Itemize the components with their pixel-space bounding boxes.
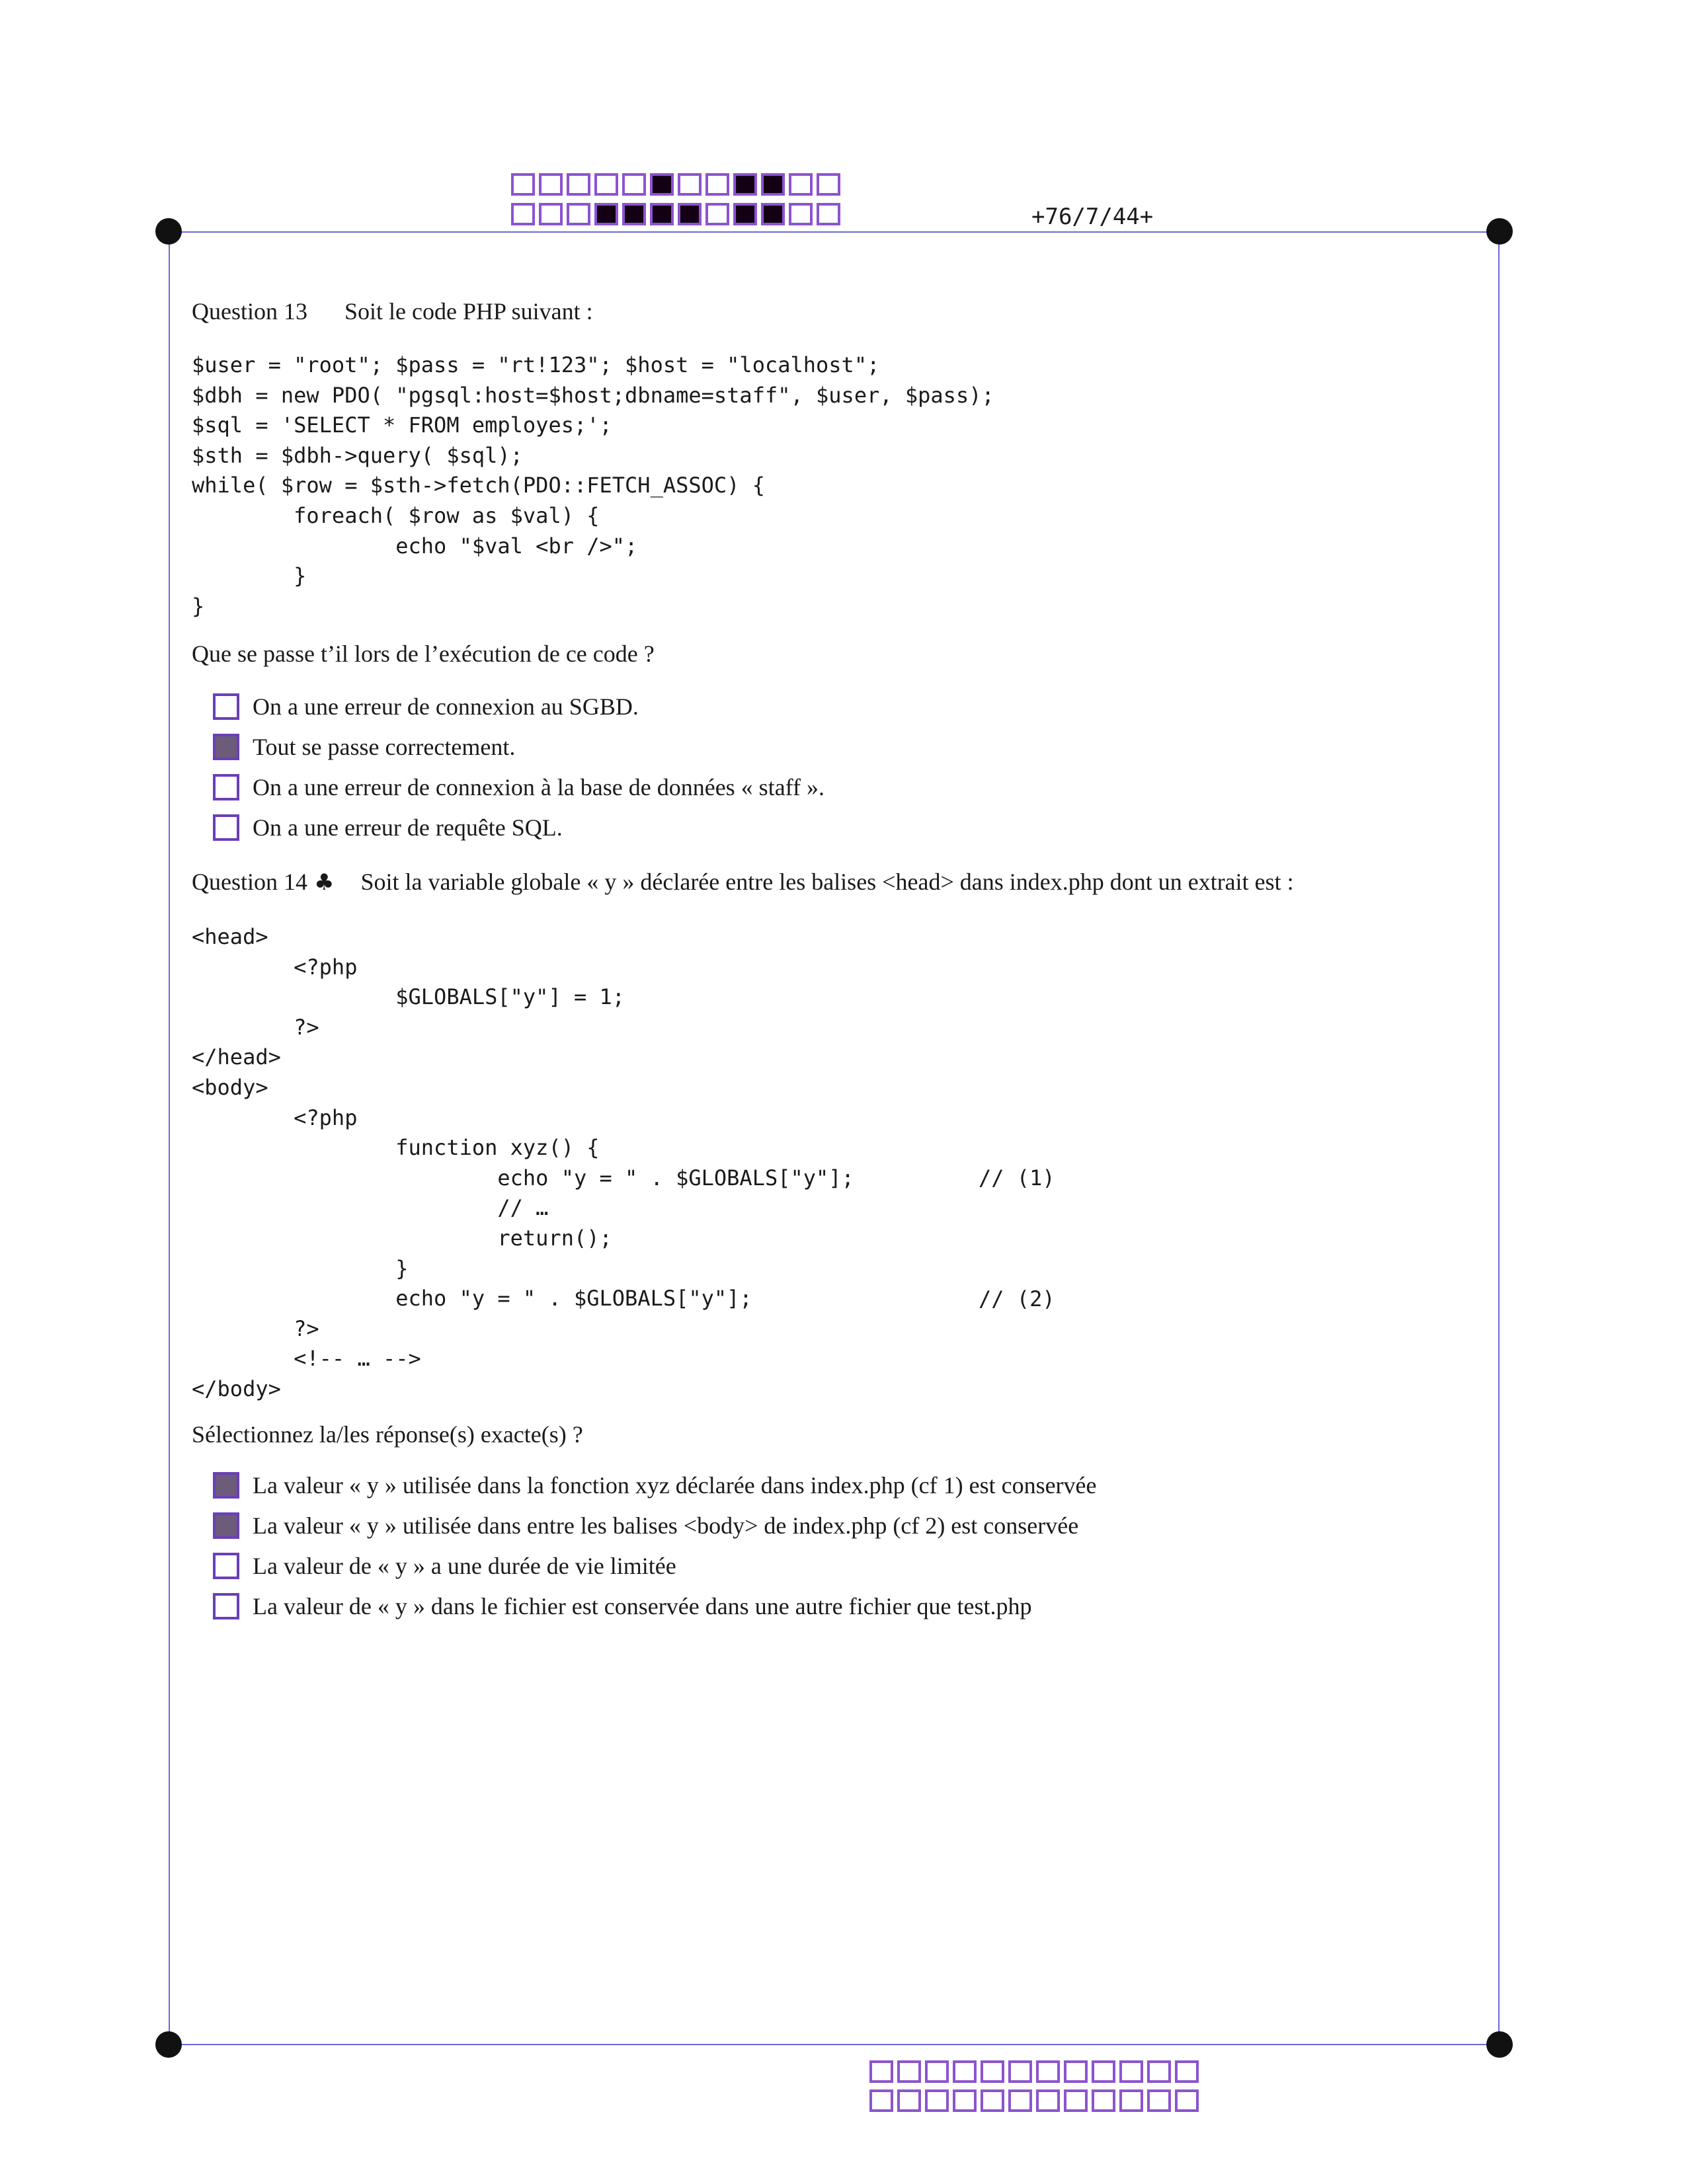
question-14-answers	[213, 1465, 1097, 1626]
top-code-strip-2	[511, 203, 844, 225]
code-line: echo "y = " . $GLOBALS["y"];	[192, 1165, 854, 1190]
top-code-strip-1	[511, 173, 844, 196]
question-13-label: Question 13	[192, 298, 307, 325]
code-line: <body>	[192, 1074, 268, 1100]
code-cell	[1064, 2089, 1088, 2112]
code-line: </body>	[192, 1376, 281, 1401]
code-comment-2: // (2)	[979, 1286, 1055, 1311]
code-cell	[622, 173, 646, 196]
answer-option[interactable]	[213, 686, 824, 726]
code-cell	[705, 173, 729, 196]
code-cell	[897, 2060, 921, 2083]
code-cell	[1036, 2060, 1060, 2083]
code-line: $sth = $dbh->query( $sql);	[192, 442, 523, 468]
page-number: +76/7/44+	[1031, 204, 1154, 230]
question-13-header	[192, 297, 593, 325]
answer-option[interactable]	[213, 726, 824, 767]
code-cell	[1175, 2089, 1199, 2112]
code-line: <head>	[192, 924, 268, 949]
bottom-code-strip-1	[869, 2060, 1203, 2083]
code-cell	[705, 203, 729, 225]
code-line: $user = "root"; $pass = "rt!123"; $host = "localhost";	[192, 352, 880, 377]
code-cell	[733, 173, 757, 196]
answer-checkbox[interactable]	[213, 814, 239, 841]
code-cell	[953, 2089, 977, 2112]
answer-text: On a une erreur de requête SQL.	[253, 814, 563, 841]
answer-checkbox[interactable]	[213, 1593, 239, 1619]
code-cell	[1147, 2060, 1171, 2083]
code-cell	[761, 173, 785, 196]
code-cell	[817, 203, 840, 225]
code-cell	[925, 2089, 949, 2112]
code-line: </head>	[192, 1044, 281, 1070]
answer-option[interactable]	[213, 1465, 1097, 1505]
answer-option[interactable]	[213, 1505, 1097, 1545]
code-line: function xyz() {	[192, 1135, 600, 1161]
code-cell	[622, 203, 646, 225]
question-14-intro: Soit la variable globale « y » déclarée entre les balises <head> dans index.php dont un extrait est :	[360, 869, 1294, 895]
code-cell	[511, 203, 535, 225]
answer-option[interactable]	[213, 1545, 1097, 1586]
answer-text: On a une erreur de connexion au SGBD.	[253, 693, 639, 720]
code-cell	[511, 173, 535, 196]
answer-text: On a une erreur de connexion à la base de données « staff ».	[253, 773, 825, 800]
code-line: // …	[192, 1195, 549, 1221]
code-line: ?>	[192, 1014, 319, 1040]
code-cell	[761, 203, 785, 225]
code-line: }	[192, 1255, 409, 1281]
code-line: }	[192, 593, 205, 619]
code-cell	[594, 203, 618, 225]
corner-mark-bottom-right	[1486, 2031, 1513, 2058]
code-cell	[789, 173, 813, 196]
answer-text: La valeur « y » utilisée dans la fonction xyz déclarée dans index.php (cf 1) est conservée	[253, 1471, 1097, 1499]
code-cell	[869, 2060, 893, 2083]
answer-checkbox[interactable]	[213, 1512, 239, 1539]
code-cell	[1175, 2060, 1199, 2083]
code-comment-1: // (1)	[979, 1165, 1055, 1190]
question-14-label: Question 14	[192, 869, 307, 895]
code-cell	[539, 203, 563, 225]
code-cell	[789, 203, 813, 225]
question-14-prompt: Sélectionnez la/les réponse(s) exacte(s) ?	[192, 1421, 583, 1448]
code-line: foreach( $row as $val) {	[192, 502, 600, 528]
code-cell	[567, 173, 590, 196]
code-cell	[869, 2089, 893, 2112]
code-line: ?>	[192, 1315, 319, 1341]
bottom-code-strip-2	[869, 2089, 1203, 2112]
code-cell	[953, 2060, 977, 2083]
code-cell	[981, 2089, 1004, 2112]
code-cell	[567, 203, 590, 225]
code-cell	[1064, 2060, 1088, 2083]
code-line: return();	[192, 1225, 612, 1251]
question-13-intro: Soit le code PHP suivant :	[344, 298, 593, 325]
code-cell	[1092, 2060, 1115, 2083]
code-cell	[1092, 2089, 1115, 2112]
code-cell	[817, 173, 840, 196]
code-line: $GLOBALS["y"] = 1;	[192, 984, 625, 1010]
code-cell	[981, 2060, 1004, 2083]
question-14-code	[192, 922, 854, 1405]
code-cell	[897, 2089, 921, 2112]
answer-checkbox[interactable]	[213, 774, 239, 800]
club-icon: ♣	[314, 869, 335, 896]
answer-checkbox[interactable]	[213, 1472, 239, 1499]
question-14-header	[192, 868, 1294, 896]
code-line: }	[192, 563, 307, 589]
code-cell	[1119, 2089, 1143, 2112]
answer-option[interactable]	[213, 807, 824, 847]
corner-mark-top-right	[1486, 218, 1513, 245]
code-cell	[1008, 2060, 1032, 2083]
code-line: while( $row = $sth->fetch(PDO::FETCH_ASSOC) {	[192, 473, 765, 498]
answer-text: La valeur de « y » a une durée de vie limitée	[253, 1552, 676, 1579]
code-line: $sql = 'SELECT * FROM employes;';	[192, 412, 612, 438]
answer-checkbox[interactable]	[213, 693, 239, 720]
code-cell	[650, 203, 674, 225]
corner-mark-bottom-left	[155, 2031, 182, 2058]
corner-mark-top-left	[155, 218, 182, 245]
code-cell	[925, 2060, 949, 2083]
code-line: <?php	[192, 1105, 358, 1130]
code-cell	[678, 203, 702, 225]
code-line: <!-- … -->	[192, 1346, 421, 1372]
code-cell	[678, 173, 702, 196]
answer-checkbox[interactable]	[213, 1553, 239, 1579]
code-cell	[594, 173, 618, 196]
answer-text: Tout se passe correctement.	[253, 733, 516, 760]
answer-text: La valeur « y » utilisée dans entre les balises <body> de index.php (cf 2) est conservée	[253, 1512, 1079, 1539]
answer-option[interactable]	[213, 767, 824, 807]
code-cell	[1008, 2089, 1032, 2112]
answer-text: La valeur de « y » dans le fichier est conservée dans une autre fichier que test.php	[253, 1592, 1032, 1619]
code-cell	[539, 173, 563, 196]
question-13-prompt: Que se passe t’il lors de l’exécution de ce code ?	[192, 641, 655, 667]
code-cell	[1036, 2089, 1060, 2112]
code-line: <?php	[192, 954, 358, 980]
question-13-code	[192, 350, 994, 621]
question-13-answers	[213, 686, 824, 847]
code-cell	[733, 203, 757, 225]
code-cell	[1147, 2089, 1171, 2112]
code-line: echo "$val <br />";	[192, 533, 638, 559]
code-cell	[650, 173, 674, 196]
code-line: echo "y = " . $GLOBALS["y"];	[192, 1286, 752, 1311]
code-cell	[1119, 2060, 1143, 2083]
answer-checkbox[interactable]	[213, 734, 239, 760]
code-line: $dbh = new PDO( "pgsql:host=$host;dbname=staff", $user, $pass);	[192, 382, 994, 408]
answer-option[interactable]	[213, 1586, 1097, 1626]
